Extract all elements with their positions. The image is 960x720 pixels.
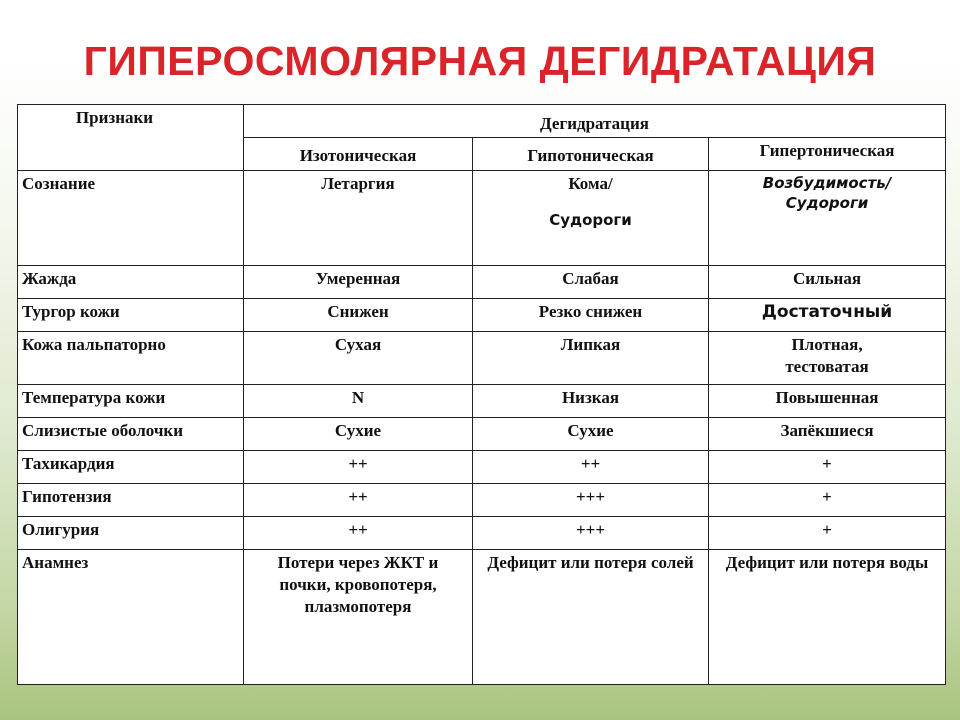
cell-isotonic: Сухая	[244, 332, 473, 385]
table-row	[18, 385, 946, 418]
cell-line: Судороги	[785, 194, 869, 212]
cell-hypotonic: Слабая	[473, 266, 709, 299]
column-hypotonic: Гипотоническая	[473, 138, 709, 171]
slide-title: ГИПЕРОСМОЛЯРНАЯ ДЕГИДРАТАЦИЯ	[83, 38, 877, 84]
cell-isotonic: Снижен	[244, 299, 473, 332]
cell-hypotonic	[473, 171, 709, 266]
cell-hypertonic: Запёкшиеся	[709, 418, 946, 451]
row-label: Гипотензия	[18, 484, 244, 517]
cell-isotonic: ++	[244, 484, 473, 517]
cell-line: Плотная,	[791, 335, 863, 354]
cell-hypotonic: Дефицит или потеря солей	[473, 550, 709, 685]
table-row	[18, 299, 946, 332]
signs-header: Признаки	[18, 105, 244, 171]
cell-hypotonic: Сухие	[473, 418, 709, 451]
cell-hypotonic: Низкая	[473, 385, 709, 418]
cell-line: Судороги	[549, 211, 632, 229]
cell-hypertonic: +	[709, 451, 946, 484]
cell-line: тестоватая	[785, 357, 869, 376]
cell-hypotonic: +++	[473, 517, 709, 550]
cell-hypertonic: +	[709, 484, 946, 517]
dehydration-group-header: Дегидратация	[244, 105, 946, 138]
column-hypertonic: Гипертоническая	[709, 138, 946, 171]
table-header-row	[18, 105, 946, 138]
row-label: Сознание	[18, 171, 244, 266]
row-label: Слизистые оболочки	[18, 418, 244, 451]
row-label: Анамнез	[18, 550, 244, 685]
cell-hypertonic: +	[709, 517, 946, 550]
cell-hypertonic	[709, 171, 946, 266]
cell-isotonic: Сухие	[244, 418, 473, 451]
cell-hypertonic: Сильная	[709, 266, 946, 299]
cell-line: Возбудимость/	[762, 174, 892, 192]
cell-hypotonic: Резко снижен	[473, 299, 709, 332]
cell-isotonic: Умеренная	[244, 266, 473, 299]
cell-hypertonic: Дефицит или потеря воды	[709, 550, 946, 685]
cell-hypotonic: ++	[473, 451, 709, 484]
cell-line: Кома/	[568, 174, 613, 193]
cell-isotonic: Потери через ЖКТ и почки, кровопотеря, плазмопотеря	[244, 550, 473, 685]
table-row	[18, 517, 946, 550]
column-isotonic: Изотоническая	[244, 138, 473, 171]
row-label: Тургор кожи	[18, 299, 244, 332]
table-row	[18, 266, 946, 299]
dehydration-table	[17, 104, 946, 685]
table-row	[18, 171, 946, 266]
row-label: Тахикардия	[18, 451, 244, 484]
cell-isotonic: N	[244, 385, 473, 418]
cell-isotonic: ++	[244, 517, 473, 550]
table-row	[18, 332, 946, 385]
table-row	[18, 451, 946, 484]
row-label: Жажда	[18, 266, 244, 299]
cell-isotonic: ++	[244, 451, 473, 484]
cell-hypotonic: Липкая	[473, 332, 709, 385]
table-row	[18, 484, 946, 517]
cell-hypertonic: Достаточный	[709, 299, 946, 332]
cell-isotonic: Летаргия	[244, 171, 473, 266]
row-label: Температура кожи	[18, 385, 244, 418]
cell-hypertonic: Повышенная	[709, 385, 946, 418]
row-label: Олигурия	[18, 517, 244, 550]
cell-hypertonic	[709, 332, 946, 385]
table-row	[18, 418, 946, 451]
table-row	[18, 550, 946, 685]
row-label: Кожа пальпаторно	[18, 332, 244, 385]
cell-hypotonic: +++	[473, 484, 709, 517]
